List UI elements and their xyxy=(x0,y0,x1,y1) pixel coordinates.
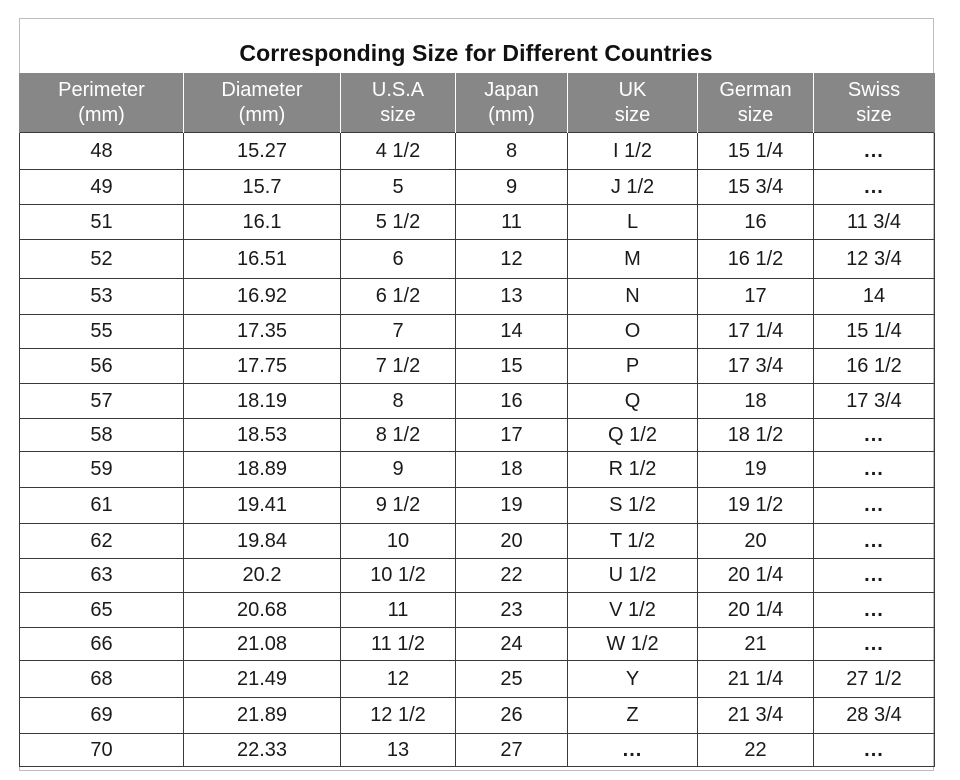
table-row xyxy=(20,734,935,767)
cell-japan: 20 xyxy=(456,524,568,559)
header-german-line2: size xyxy=(737,103,774,126)
cell-perimeter: 63 xyxy=(20,559,184,593)
cell-swiss: ... xyxy=(814,170,935,205)
header-japan-line2: (mm) xyxy=(488,103,535,126)
table-row xyxy=(20,698,935,734)
header-diameter xyxy=(184,73,341,133)
cell-swiss: 11 3/4 xyxy=(814,205,935,240)
cell-swiss: 17 3/4 xyxy=(814,384,935,419)
header-usa xyxy=(341,73,456,133)
cell-diameter: 19.41 xyxy=(184,488,341,524)
table-row xyxy=(20,628,935,661)
table-row xyxy=(20,240,935,279)
cell-japan: 11 xyxy=(456,205,568,240)
cell-japan: 12 xyxy=(456,240,568,279)
cell-usa: 11 1/2 xyxy=(341,628,456,661)
cell-swiss: 12 3/4 xyxy=(814,240,935,279)
cell-japan: 8 xyxy=(456,133,568,170)
table-row xyxy=(20,384,935,419)
cell-diameter: 18.89 xyxy=(184,452,341,488)
cell-swiss: ... xyxy=(814,452,935,488)
table-row xyxy=(20,419,935,452)
cell-perimeter: 61 xyxy=(20,488,184,524)
cell-german: 19 1/2 xyxy=(698,488,814,524)
header-diameter-line2: (mm) xyxy=(238,103,286,126)
cell-usa: 5 xyxy=(341,170,456,205)
cell-perimeter: 62 xyxy=(20,524,184,559)
cell-swiss: ... xyxy=(814,524,935,559)
cell-perimeter: 49 xyxy=(20,170,184,205)
cell-diameter: 21.49 xyxy=(184,661,341,698)
cell-perimeter: 55 xyxy=(20,315,184,349)
cell-diameter: 15.27 xyxy=(184,133,341,170)
cell-swiss: ... xyxy=(814,419,935,452)
cell-uk: Q xyxy=(568,384,698,419)
cell-swiss: ... xyxy=(814,559,935,593)
table-row xyxy=(20,170,935,205)
header-swiss-line2: size xyxy=(856,103,892,126)
cell-uk: V 1/2 xyxy=(568,593,698,628)
cell-japan: 22 xyxy=(456,559,568,593)
cell-usa: 6 xyxy=(341,240,456,279)
cell-perimeter: 66 xyxy=(20,628,184,661)
cell-swiss: ... xyxy=(814,488,935,524)
header-uk xyxy=(568,73,698,133)
cell-diameter: 16.92 xyxy=(184,279,341,315)
cell-swiss: ... xyxy=(814,133,935,170)
cell-japan: 9 xyxy=(456,170,568,205)
cell-perimeter: 69 xyxy=(20,698,184,734)
table-row xyxy=(20,205,935,240)
table-row xyxy=(20,133,935,170)
cell-diameter: 19.84 xyxy=(184,524,341,559)
cell-uk: S 1/2 xyxy=(568,488,698,524)
cell-german: 16 xyxy=(698,205,814,240)
cell-usa: 8 xyxy=(341,384,456,419)
header-japan xyxy=(456,73,568,133)
header-german xyxy=(698,73,814,133)
cell-japan: 16 xyxy=(456,384,568,419)
header-row xyxy=(20,73,935,133)
cell-german: 17 xyxy=(698,279,814,315)
cell-perimeter: 53 xyxy=(20,279,184,315)
cell-uk: N xyxy=(568,279,698,315)
header-japan-line1: Japan xyxy=(484,78,539,101)
cell-diameter: 18.53 xyxy=(184,419,341,452)
table-row xyxy=(20,559,935,593)
ring-size-table xyxy=(19,73,935,767)
cell-swiss: 16 1/2 xyxy=(814,349,935,384)
cell-usa: 6 1/2 xyxy=(341,279,456,315)
cell-german: 18 xyxy=(698,384,814,419)
cell-japan: 15 xyxy=(456,349,568,384)
cell-german: 21 3/4 xyxy=(698,698,814,734)
cell-german: 16 1/2 xyxy=(698,240,814,279)
cell-swiss: ... xyxy=(814,734,935,767)
cell-perimeter: 68 xyxy=(20,661,184,698)
cell-uk: M xyxy=(568,240,698,279)
header-german-line1: German xyxy=(719,78,792,101)
table-title: Corresponding Size for Different Countries xyxy=(239,40,713,66)
cell-swiss: 14 xyxy=(814,279,935,315)
header-perimeter xyxy=(20,73,184,133)
cell-usa: 12 xyxy=(341,661,456,698)
cell-usa: 7 1/2 xyxy=(341,349,456,384)
cell-german: 21 1/4 xyxy=(698,661,814,698)
cell-usa: 5 1/2 xyxy=(341,205,456,240)
cell-uk: T 1/2 xyxy=(568,524,698,559)
cell-usa: 13 xyxy=(341,734,456,767)
table-row xyxy=(20,661,935,698)
cell-japan: 17 xyxy=(456,419,568,452)
cell-uk: R 1/2 xyxy=(568,452,698,488)
cell-uk: ... xyxy=(568,734,698,767)
cell-japan: 24 xyxy=(456,628,568,661)
cell-diameter: 22.33 xyxy=(184,734,341,767)
cell-diameter: 20.68 xyxy=(184,593,341,628)
table-body xyxy=(20,133,935,767)
table-row xyxy=(20,452,935,488)
cell-diameter: 17.75 xyxy=(184,349,341,384)
cell-usa: 10 1/2 xyxy=(341,559,456,593)
cell-uk: P xyxy=(568,349,698,384)
table-row xyxy=(20,488,935,524)
header-swiss-line1: Swiss xyxy=(847,78,901,101)
header-perimeter-line2: (mm) xyxy=(78,103,125,126)
cell-german: 15 1/4 xyxy=(698,133,814,170)
cell-german: 21 xyxy=(698,628,814,661)
header-diameter-line1: Diameter xyxy=(221,78,303,101)
cell-usa: 12 1/2 xyxy=(341,698,456,734)
cell-japan: 27 xyxy=(456,734,568,767)
header-uk-line2: size xyxy=(614,103,651,126)
cell-uk: L xyxy=(568,205,698,240)
cell-diameter: 15.7 xyxy=(184,170,341,205)
header-perimeter-line1: Perimeter xyxy=(58,78,145,101)
cell-swiss: ... xyxy=(814,593,935,628)
table-row xyxy=(20,315,935,349)
cell-german: 22 xyxy=(698,734,814,767)
cell-uk: Y xyxy=(568,661,698,698)
cell-uk: Z xyxy=(568,698,698,734)
cell-diameter: 16.51 xyxy=(184,240,341,279)
cell-uk: J 1/2 xyxy=(568,170,698,205)
header-usa-line2: size xyxy=(380,103,416,126)
cell-perimeter: 65 xyxy=(20,593,184,628)
cell-usa: 8 1/2 xyxy=(341,419,456,452)
cell-swiss: 28 3/4 xyxy=(814,698,935,734)
cell-perimeter: 56 xyxy=(20,349,184,384)
table-row xyxy=(20,279,935,315)
cell-german: 20 1/4 xyxy=(698,593,814,628)
cell-uk: U 1/2 xyxy=(568,559,698,593)
cell-usa: 4 1/2 xyxy=(341,133,456,170)
header-usa-line1: U.S.A xyxy=(371,78,425,101)
cell-perimeter: 58 xyxy=(20,419,184,452)
cell-usa: 7 xyxy=(341,315,456,349)
header-swiss xyxy=(814,73,935,133)
cell-japan: 26 xyxy=(456,698,568,734)
cell-japan: 14 xyxy=(456,315,568,349)
cell-swiss: 15 1/4 xyxy=(814,315,935,349)
cell-german: 20 1/4 xyxy=(698,559,814,593)
cell-perimeter: 48 xyxy=(20,133,184,170)
cell-diameter: 21.89 xyxy=(184,698,341,734)
cell-diameter: 21.08 xyxy=(184,628,341,661)
cell-german: 20 xyxy=(698,524,814,559)
cell-usa: 9 xyxy=(341,452,456,488)
cell-japan: 25 xyxy=(456,661,568,698)
cell-uk: I 1/2 xyxy=(568,133,698,170)
cell-japan: 18 xyxy=(456,452,568,488)
cell-german: 19 xyxy=(698,452,814,488)
cell-japan: 19 xyxy=(456,488,568,524)
cell-german: 17 1/4 xyxy=(698,315,814,349)
cell-german: 18 1/2 xyxy=(698,419,814,452)
cell-diameter: 18.19 xyxy=(184,384,341,419)
cell-usa: 10 xyxy=(341,524,456,559)
cell-uk: W 1/2 xyxy=(568,628,698,661)
cell-diameter: 16.1 xyxy=(184,205,341,240)
cell-uk: Q 1/2 xyxy=(568,419,698,452)
cell-perimeter: 70 xyxy=(20,734,184,767)
cell-swiss: 27 1/2 xyxy=(814,661,935,698)
cell-diameter: 17.35 xyxy=(184,315,341,349)
cell-usa: 9 1/2 xyxy=(341,488,456,524)
cell-perimeter: 52 xyxy=(20,240,184,279)
cell-perimeter: 59 xyxy=(20,452,184,488)
cell-german: 17 3/4 xyxy=(698,349,814,384)
cell-perimeter: 57 xyxy=(20,384,184,419)
cell-usa: 11 xyxy=(341,593,456,628)
cell-uk: O xyxy=(568,315,698,349)
table-row xyxy=(20,593,935,628)
header-uk-line1: UK xyxy=(618,78,647,101)
cell-perimeter: 51 xyxy=(20,205,184,240)
table-row xyxy=(20,349,935,384)
cell-swiss: ... xyxy=(814,628,935,661)
cell-japan: 13 xyxy=(456,279,568,315)
cell-german: 15 3/4 xyxy=(698,170,814,205)
cell-japan: 23 xyxy=(456,593,568,628)
table-row xyxy=(20,524,935,559)
cell-diameter: 20.2 xyxy=(184,559,341,593)
